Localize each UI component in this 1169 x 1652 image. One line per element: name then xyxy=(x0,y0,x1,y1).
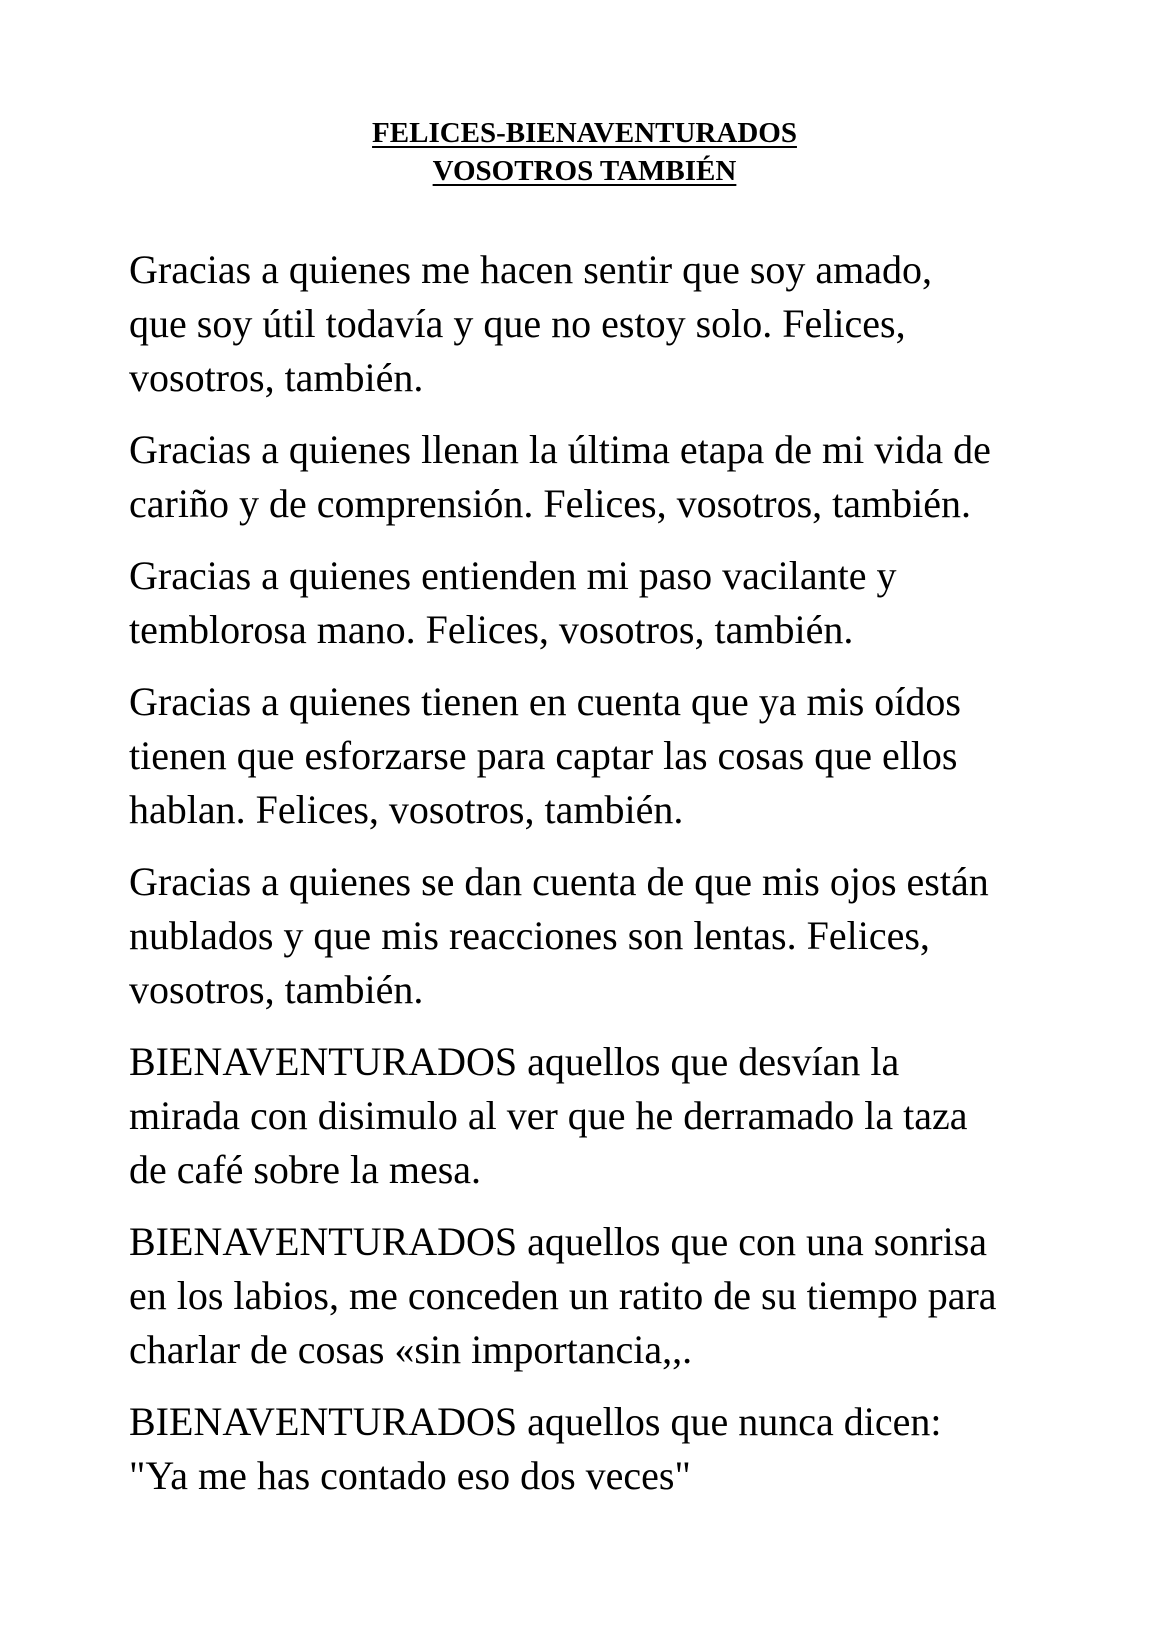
paragraph-4 xyxy=(129,675,1129,837)
paragraph-3 xyxy=(129,549,1129,657)
paragraph-line: hablan. Felices, vosotros, también. xyxy=(129,787,684,832)
document-body xyxy=(129,243,1129,1521)
paragraph-line: BIENAVENTURADOS aquellos que con una sonrisa xyxy=(129,1219,988,1264)
paragraph-5 xyxy=(129,855,1129,1017)
paragraph-7 xyxy=(129,1215,1129,1377)
paragraph-line: en los labios, me conceden un ratito de su tiempo para xyxy=(129,1273,997,1318)
paragraph-line: que soy útil todavía y que no estoy solo. Felices, xyxy=(129,301,906,346)
paragraph-2 xyxy=(129,423,1129,531)
paragraph-6 xyxy=(129,1035,1129,1197)
paragraph-line: Gracias a quienes llenan la última etapa de mi vida de xyxy=(129,427,991,472)
title-line-1: FELICES-BIENAVENTURADOS xyxy=(372,117,797,149)
paragraph-line: de café sobre la mesa. xyxy=(129,1147,482,1192)
paragraph-line: mirada con disimulo al ver que he derramado la taza xyxy=(129,1093,968,1138)
title-line-2: VOSOTROS TAMBIÉN xyxy=(432,155,737,187)
paragraph-line: cariño y de comprensión. Felices, vosotros, también. xyxy=(129,481,972,526)
paragraph-8 xyxy=(129,1395,1129,1503)
paragraph-line: vosotros, también. xyxy=(129,355,424,400)
paragraph-line: Gracias a quienes tienen en cuenta que ya mis oídos xyxy=(129,679,961,724)
paragraph-line: tienen que esforzarse para captar las cosas que ellos xyxy=(129,733,958,778)
paragraph-line: Gracias a quienes me hacen sentir que soy amado, xyxy=(129,247,933,292)
paragraph-1 xyxy=(129,243,1129,405)
paragraph-line: vosotros, también. xyxy=(129,967,424,1012)
paragraph-line: BIENAVENTURADOS aquellos que desvían la xyxy=(129,1039,900,1084)
paragraph-line: charlar de cosas «sin importancia,,. xyxy=(129,1327,693,1372)
paragraph-line: Gracias a quienes se dan cuenta de que mis ojos están xyxy=(129,859,989,904)
paragraph-line: "Ya me has contado eso dos veces" xyxy=(129,1453,691,1498)
paragraph-line: nublados y que mis reacciones son lentas. Felices, xyxy=(129,913,930,958)
paragraph-line: BIENAVENTURADOS aquellos que nunca dicen: xyxy=(129,1399,942,1444)
paragraph-line: Gracias a quienes entienden mi paso vacilante y xyxy=(129,553,897,598)
paragraph-line: temblorosa mano. Felices, vosotros, también. xyxy=(129,607,854,652)
document-title xyxy=(0,114,1169,190)
